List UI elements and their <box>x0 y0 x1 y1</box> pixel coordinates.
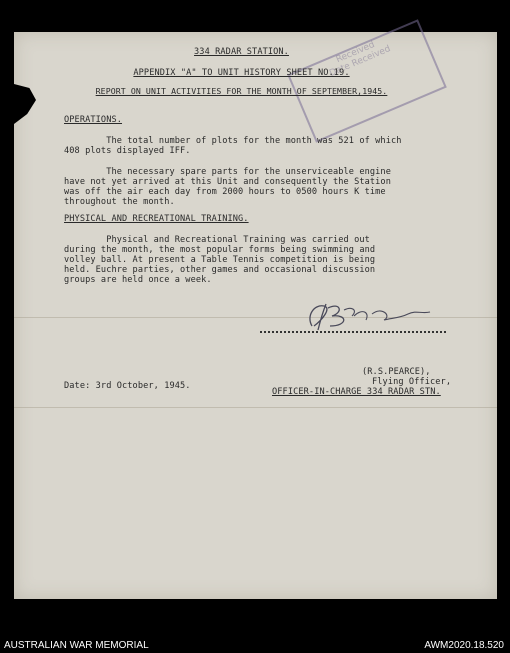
operations-line: The necessary spare parts for the unserviceable engine <box>64 167 391 177</box>
operations-line: have not yet arrived at this Unit and consequently the Station <box>64 177 391 187</box>
operations-heading: OPERATIONS. <box>64 115 123 125</box>
accession-number: AWM2020.18.520 <box>424 640 504 651</box>
fold-line <box>14 407 497 408</box>
archive-credit: AUSTRALIAN WAR MEMORIAL <box>4 640 149 651</box>
operations-line: was off the air each day from 2000 hours to 0500 hours K time <box>64 187 386 197</box>
document-date: Date: 3rd October, 1945. <box>64 381 191 391</box>
training-line: groups are held once a week. <box>64 275 212 285</box>
training-line: held. Euchre parties, other games and occasional discussion <box>64 265 376 275</box>
training-line: during the month, the most popular forms being swimming and <box>64 245 376 255</box>
appendix-heading: APPENDIX "A" TO UNIT HISTORY SHEET NO.19. <box>133 68 350 78</box>
officer-title: OFFICER-IN-CHARGE 334 RADAR STN. <box>272 387 441 397</box>
report-heading: REPORT ON UNIT ACTIVITIES FOR THE MONTH OF SEPTEMBER,1945. <box>95 86 388 96</box>
operations-line: The total number of plots for the month was 521 of which <box>64 136 402 146</box>
training-line: Physical and Recreational Training was carried out <box>64 235 370 245</box>
station-heading: 334 RADAR STATION. <box>194 47 289 57</box>
training-line: volley ball. At present a Table Tennis competition is being <box>64 255 376 265</box>
operations-line: throughout the month. <box>64 197 175 207</box>
stamp-text: Received Date Received <box>318 39 393 82</box>
training-heading: PHYSICAL AND RECREATIONAL TRAINING. <box>64 214 249 224</box>
officer-name: (R.S.PEARCE), <box>362 367 431 377</box>
operations-line: 408 plots displayed IFF. <box>64 146 191 156</box>
officer-rank: Flying Officer, <box>372 377 452 387</box>
signature-line <box>260 331 446 333</box>
handwritten-signature <box>292 296 452 334</box>
